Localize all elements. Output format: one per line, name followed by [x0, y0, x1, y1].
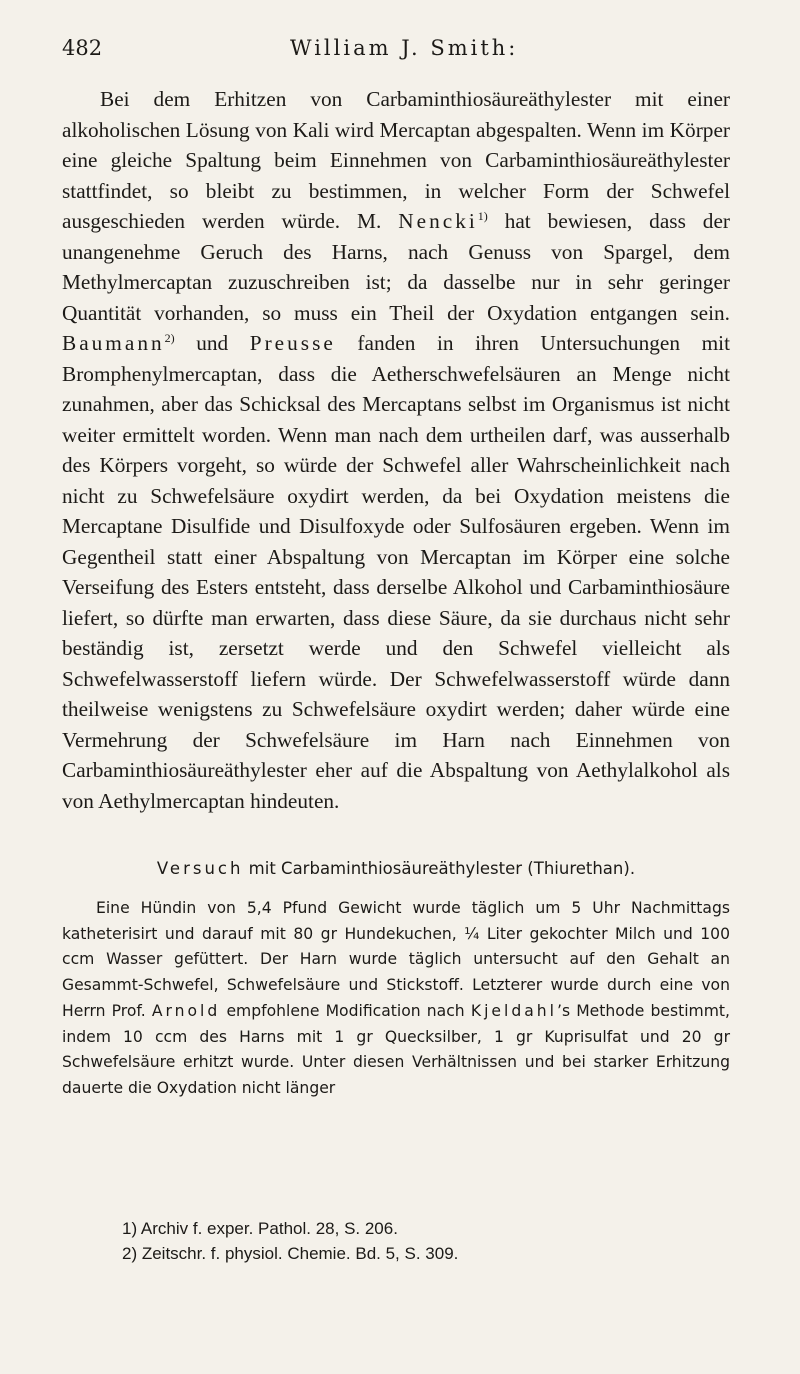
- experiment-heading-word: Versuch: [156, 859, 244, 878]
- page-header: [62, 36, 712, 66]
- text-segment: und: [174, 331, 250, 355]
- experiment-paragraph: [62, 896, 730, 1102]
- footnote-ref: 1): [477, 209, 488, 223]
- text-segment: Bei dem Erhitzen von Carbaminthiosäureäthylester mit einer alkoholischen Lösung von Kali wird Mercaptan abgespalten. Wenn im Körper eine gleiche Spaltung beim Einnehmen von Carbaminthiosäureäthylester stattfindet, so bleibt zu bestimmen, in welcher Form der Schwefel ausgeschieden werden würde. M.: [62, 87, 730, 233]
- footnotes: [122, 1216, 722, 1266]
- author-name: Nencki: [398, 209, 478, 233]
- footnote-2: 2) Zeitschr. f. physiol. Chemie. Bd. 5, S. 309.: [122, 1244, 459, 1263]
- text-segment: empfohlene Modification nach: [220, 1001, 471, 1020]
- page-number: 482: [62, 36, 103, 60]
- fraction: ¼: [464, 924, 480, 943]
- experiment-heading: [62, 858, 730, 880]
- text-segment: Eine Hündin von 5,4 Pfund Gewicht wurde täglich um 5 Uhr Nachmittags katheterisirt und darauf mit 80 gr Hundekuchen,: [62, 899, 730, 943]
- author-name: Baumann: [62, 331, 165, 355]
- author-name: Arnold: [151, 1001, 221, 1020]
- experiment-heading-rest: mit Carbaminthiosäureäthylester (Thiurethan).: [243, 859, 636, 878]
- text-segment: ’s Methode bestimmt, indem 10 ccm des Harns mit 1 gr Quecksilber, 1 gr Kuprisulfat und 20 gr Schwefelsäure erhitzt wurde. Unter diesen Verhältnissen und bei starker Erhitzung dauerte die Oxydation nicht länger: [62, 1001, 730, 1097]
- text-segment: fanden in ihren Untersuchungen mit Bromphenylmercaptan, dass die Aetherschwefelsäuren an Menge nicht zunahmen, aber das Schicksal des Mercaptans selbst im Organismus ist nicht weiter ermittelt worden. Wenn man nach dem urtheilen darf, was ausserhalb des Körpers vorgeht, so würde der Schwefel aller Wahrscheinlichkeit nach nicht zu Schwefelsäure oxydirt werden, da bei Oxydation meistens die Mercaptane Disulfide und Disulfoxyde oder Sulfosäuren ergeben. Wenn im Gegentheil statt einer Abspaltung von Mercaptan im Körper eine solche Verseifung des Esters entsteht, dass derselbe Alkohol und Carbaminthiosäure liefert, so dürfte man erwarten, dass diese Säure, da sie durchaus nicht sehr beständig ist, zersetzt werde und den Schwefel vielleicht als Schwefelwasserstoff liefern würde. Der Schwefelwasserstoff würde dann theilweise wenigstens zu Schwefelsäure oxydirt werden; daher würde eine Vermehrung der Schwefelsäure im Harn nach Einnehmen von Carbaminthiosäureäthylester eher auf die Abspaltung von Aethylalkohol als von Aethylmercaptan hindeuten.: [62, 331, 730, 813]
- experiment-section: [62, 858, 730, 1102]
- footnote-1: 1) Archiv f. exper. Pathol. 28, S. 206.: [122, 1219, 398, 1238]
- running-head: William J. Smith:: [290, 36, 519, 60]
- text-segment: Liter gekochter Milch und 100 ccm Wasser gefüttert. Der Harn wurde täglich untersucht auf den Gehalt an Gesammt-Schwefel, Schwefelsäure und Stickstoff. Letzterer wurde durch eine von Herrn Prof.: [62, 924, 730, 1020]
- main-paragraph: [62, 84, 730, 816]
- text-segment: hat bewiesen, dass der unangenehme Geruch des Harns, nach Genuss von Spargel, dem Methylmercaptan zuzuschreiben ist; da dasselbe nur in sehr geringer Quantität vorhanden, so muss ein Theil der Oxydation entgangen sein.: [62, 209, 730, 325]
- author-name: Kjeldahl: [470, 1001, 557, 1020]
- author-name: Preusse: [249, 331, 336, 355]
- footnote-ref: 2): [164, 331, 175, 345]
